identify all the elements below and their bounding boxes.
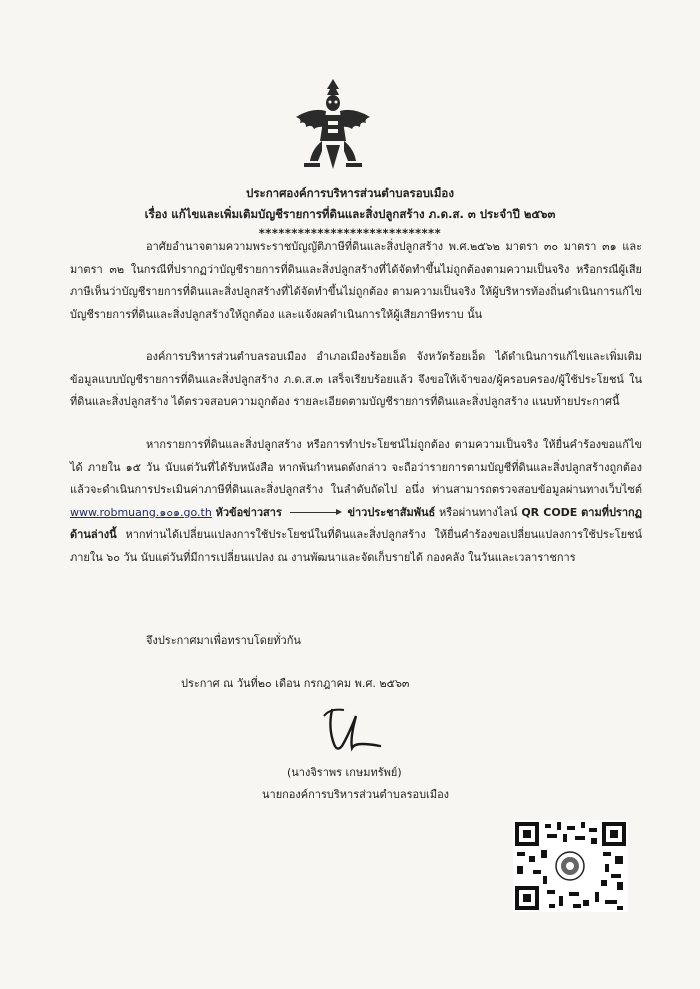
paragraph-3-text-a: หากรายการที่ดินและสิ่งปลูกสร้าง หรือการทำประโยชน์ไม่ถูกต้อง ตามความเป็นจริง ให้ยื่นคำร้องขอแก้ไขได้ ภายใน ๑๕ วัน นับแต่วันที่ได้รับหนังสือ หากพ้นกำหนดดังกล่าว จะถือว่ารายการตามบัญชีที่ดินและสิ่งปลูกสร้างถูกต้อง แล้วจะดำเนินการประเมินค่าภาษีที่ดินและสิ่งปลูกสร้าง ในลำดับถัดไป อนึ่ง ท่านสามารถตรวจสอบข้อมูลผ่านทางเว็บไซต์ xyxy=(70,438,642,496)
qr-code-label: QR CODE xyxy=(521,505,578,519)
paragraph-2: องค์การบริหารส่วนตำบลรอบเมือง อำเภอเมืองร้อยเอ็ด จังหวัดร้อยเอ็ด ได้ดำเนินการแก้ไขและเพิ่มเติมข้อมูลแบบบัญชีรายการที่ดินและสิ่งปลูกสร้าง ภ.ด.ส.๓ เสร็จเรียบร้อยแล้ว จึงขอให้เจ้าของ/ผู้ครอบครอง/ผู้ใช้ประโยชน์ ในที่ดินและสิ่งปลูกสร้าง ได้ตรวจสอบความถูกต้อง รายละเอียดตามบัญชีรายการที่ดินและสิ่งปลูกสร้าง แนบท้ายประกาศนี้ xyxy=(70,350,642,408)
closing-statement: จึงประกาศมาเพื่อทราบโดยทั่วกัน xyxy=(146,634,301,647)
signer-name: (นางจิราพร เกษมทรัพย์) xyxy=(287,766,402,779)
signature xyxy=(310,700,390,760)
announcement-subject: เรื่อง แก้ไขและเพิ่มเติมบัญชีรายการที่ดินและสิ่งปลูกสร้าง ภ.ด.ส. ๓ ประจำปี ๒๕๖๓ xyxy=(144,207,556,221)
paragraph-3-text-b: หรือผ่านทางไลน์ xyxy=(439,505,518,519)
stars-divider: **************************** xyxy=(258,226,442,240)
website-link[interactable]: www.robmuang.๑๐๑.go.th xyxy=(70,505,212,519)
qr-instruction: ตามที่ปรากฏด้านล่างนี้ xyxy=(70,505,643,541)
paragraph-3-text-c: หากท่านได้เปลี่ยนแปลงการใช้ประโยชน์ในที่ดินและสิ่งปลูกสร้าง ให้ยื่นคำร้องขอเปลี่ยนแปลงการใช้ประโยชน์ ภายใน ๖๐ วัน นับแต่วันที่มีการเปลี่ยนแปลง ณ งานพัฒนาและจัดเก็บรายได้ กองคลัง ในวันและเวลาราชการ xyxy=(70,528,642,564)
announcement-date: ประกาศ ณ วันที่๒๐ เดือน กรกฎาคม พ.ศ. ๒๕๖๓ xyxy=(181,677,410,690)
qr-code[interactable] xyxy=(513,820,628,912)
signer-position: นายกองค์การบริหารส่วนตำบลรอบเมือง xyxy=(262,788,450,801)
arrow-icon xyxy=(290,512,340,513)
garuda-emblem-icon xyxy=(290,75,376,175)
pr-news-label: ข่าวประชาสัมพันธ์ xyxy=(347,505,436,519)
news-topic-label: หัวข้อข่าวสาร xyxy=(215,505,282,519)
paragraph-1: อาศัยอำนาจตามความพระราชบัญญัติภาษีที่ดินและสิ่งปลูกสร้าง พ.ศ.๒๕๖๒ มาตรา ๓๐ มาตรา ๓๑ และมาตรา ๓๒ ในกรณีที่ปรากฏว่าบัญชีรายการที่ดินและสิ่งปลูกสร้างที่ได้จัดทำขึ้นไม่ถูกต้องตามความเป็นจริง หรือกรณีผู้เสียภาษีเห็นว่าบัญชีรายการที่ดินและสิ่งปลูกสร้างที่ได้จัดทำขึ้นไม่ถูกต้อง ตามความเป็นจริง ให้ผู้บริหารท้องถิ่นดำเนินการแก้ไขบัญชีรายการที่ดินและสิ่งปลูกสร้างให้ถูกต้อง และแจ้งผลดำเนินการให้ผู้เสียภาษีทราบ นั้น xyxy=(70,240,642,321)
paragraph-3 xyxy=(70,434,642,569)
announcement-title: ประกาศองค์การบริหารส่วนตำบลรอบเมือง xyxy=(246,186,454,200)
